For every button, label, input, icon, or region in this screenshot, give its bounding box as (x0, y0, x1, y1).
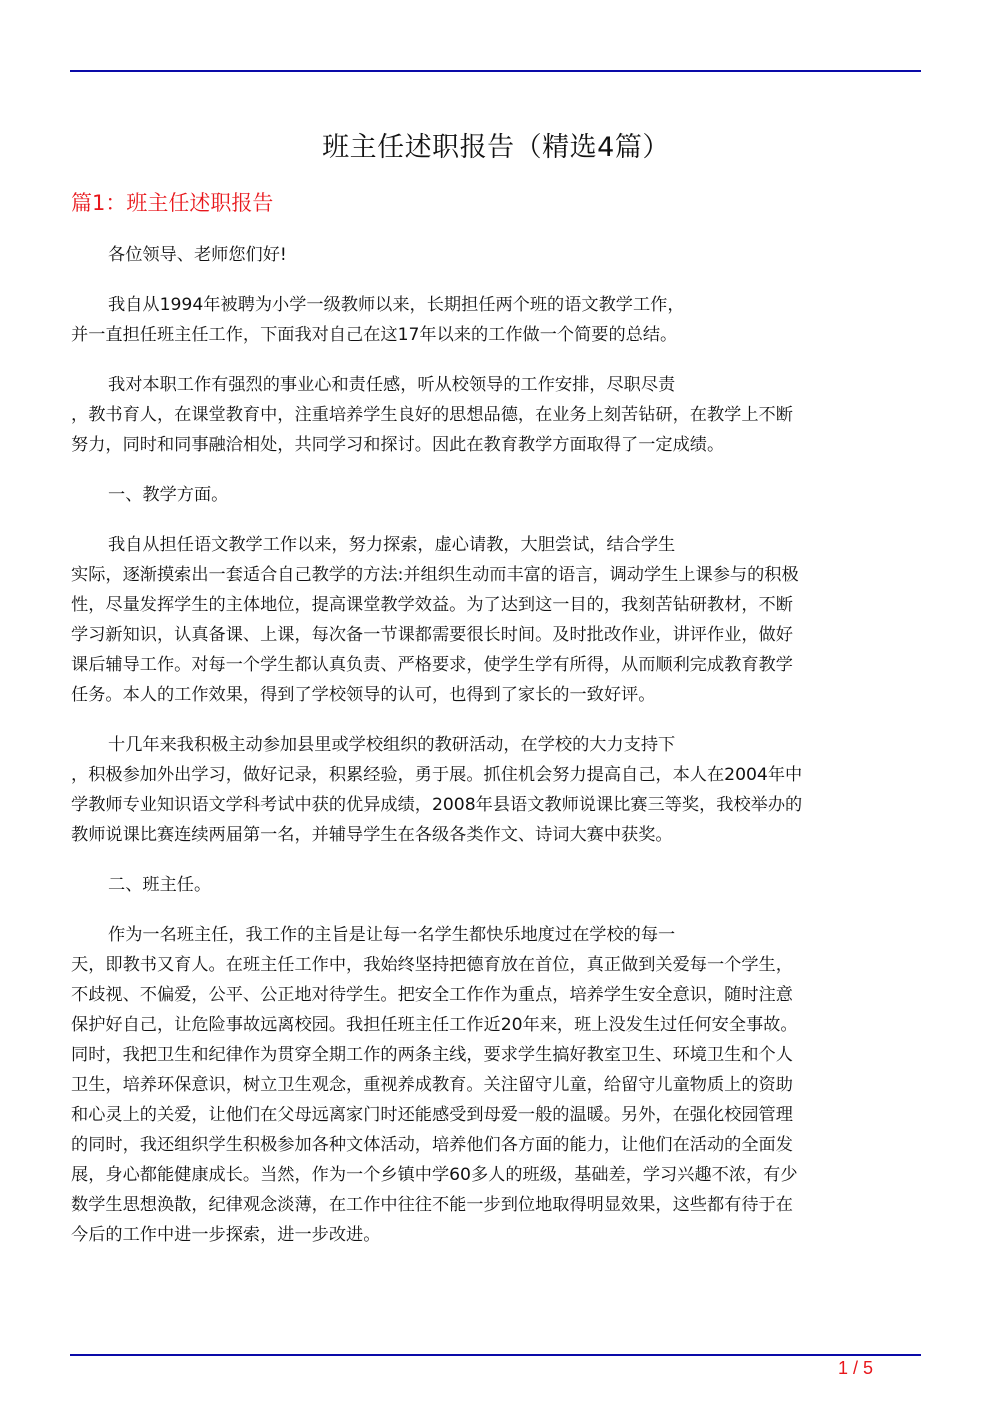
paragraph (71, 920, 921, 1250)
footer-rule (70, 1354, 921, 1356)
text-line: 学习新知识，认真备课、上课，每次备一节课都需要很长时间。及时批改作业，讲评作业，做好 (71, 625, 793, 645)
text-line: 今后的工作中进一步探索，进一步改进。 (71, 1225, 381, 1245)
text-line: 学教师专业知识语文学科考试中获的优异成绩，2008年县语文教师说课比赛三等奖，我校举办的 (71, 795, 803, 815)
text-line: 卫生，培养环保意识，树立卫生观念，重视养成教育。关注留守儿童，给留守儿童物质上的资助 (71, 1075, 793, 1095)
text-line: 十几年来我积极主动参加县里或学校组织的教研活动，在学校的大力支持下 (108, 735, 676, 755)
subheading-class-teacher (71, 870, 921, 900)
text-line: 课后辅导工作。对每一个学生都认真负责、严格要求，使学生学有所得，从而顺利完成教育教学 (71, 655, 793, 675)
text-line: 天，即教书又育人。在班主任工作中，我始终坚持把德育放在首位，真正做到关爱每一个学生， (71, 955, 793, 975)
text-line: 一、教学方面。 (108, 485, 229, 505)
text-line: 不歧视、不偏爱，公平、公正地对待学生。把安全工作作为重点，培养学生安全意识，随时注意 (71, 985, 793, 1005)
text-line: 同时，我把卫生和纪律作为贯穿全期工作的两条主线，要求学生搞好教室卫生、环境卫生和个人 (71, 1045, 793, 1065)
text-line: ，积极参加外出学习，做好记录，积累经验，勇于展。抓住机会努力提高自己，本人在2004年中 (71, 765, 803, 785)
text-line: 我对本职工作有强烈的事业心和责任感，听从校领导的工作安排，尽职尽责 (108, 375, 676, 395)
page-number: 1 / 5 (838, 1358, 874, 1378)
text-line: 数学生思想涣散，纪律观念淡薄，在工作中往往不能一步到位地取得明显效果，这些都有待于在 (71, 1195, 793, 1215)
text-line: 我自从担任语文教学工作以来，努力探索，虚心请教，大胆尝试，结合学生 (108, 535, 676, 555)
paragraph (71, 530, 921, 710)
text-line: 各位领导、老师您们好! (108, 245, 287, 265)
paragraph-greeting (71, 240, 921, 270)
header-rule (70, 70, 921, 72)
text-line: 教师说课比赛连续两届第一名，并辅导学生在各级各类作文、诗词大赛中获奖。 (71, 825, 673, 845)
subheading-teaching (71, 480, 921, 510)
text-line: 性，尽量发挥学生的主体地位，提高课堂教学效益。为了达到这一目的，我刻苦钻研教材，不断 (71, 595, 793, 615)
section-heading: 篇1：班主任述职报告 (71, 191, 274, 215)
text-line: ，教书育人，在课堂教育中，注重培养学生良好的思想品德，在业务上刻苦钻研，在教学上不断 (71, 405, 793, 425)
document-title: 班主任述职报告（精选4篇） (322, 132, 670, 163)
text-line: 展，身心都能健康成长。当然，作为一个乡镇中学60多人的班级，基础差，学习兴趣不浓，有少 (71, 1165, 798, 1185)
paragraph (71, 290, 921, 350)
paragraph (71, 370, 921, 460)
text-line: 二、班主任。 (108, 875, 212, 895)
text-line: 并一直担任班主任工作，下面我对自己在这17年以来的工作做一个简要的总结。 (71, 325, 678, 345)
text-line: 和心灵上的关爱，让他们在父母远离家门时还能感受到母爱一般的温暖。另外，在强化校园管理 (71, 1105, 793, 1125)
text-line: 保护好自己，让危险事故远离校园。我担任班主任工作近20年来，班上没发生过任何安全事故。 (71, 1015, 798, 1035)
text-line: 任务。本人的工作效果，得到了学校领导的认可，也得到了家长的一致好评。 (71, 685, 656, 705)
text-line: 作为一名班主任，我工作的主旨是让每一名学生都快乐地度过在学校的每一 (108, 925, 676, 945)
text-line: 我自从1994年被聘为小学一级教师以来，长期担任两个班的语文教学工作， (108, 295, 685, 315)
paragraph (71, 730, 921, 850)
document-body (71, 240, 921, 1270)
text-line: 的同时，我还组织学生积极参加各种文体活动，培养他们各方面的能力，让他们在活动的全面发 (71, 1135, 793, 1155)
text-line: 实际，逐渐摸索出一套适合自己教学的方法:并组织生动而丰富的语言，调动学生上课参与的积极 (71, 565, 799, 585)
text-line: 努力，同时和同事融洽相处，共同学习和探讨。因此在教育教学方面取得了一定成绩。 (71, 435, 725, 455)
